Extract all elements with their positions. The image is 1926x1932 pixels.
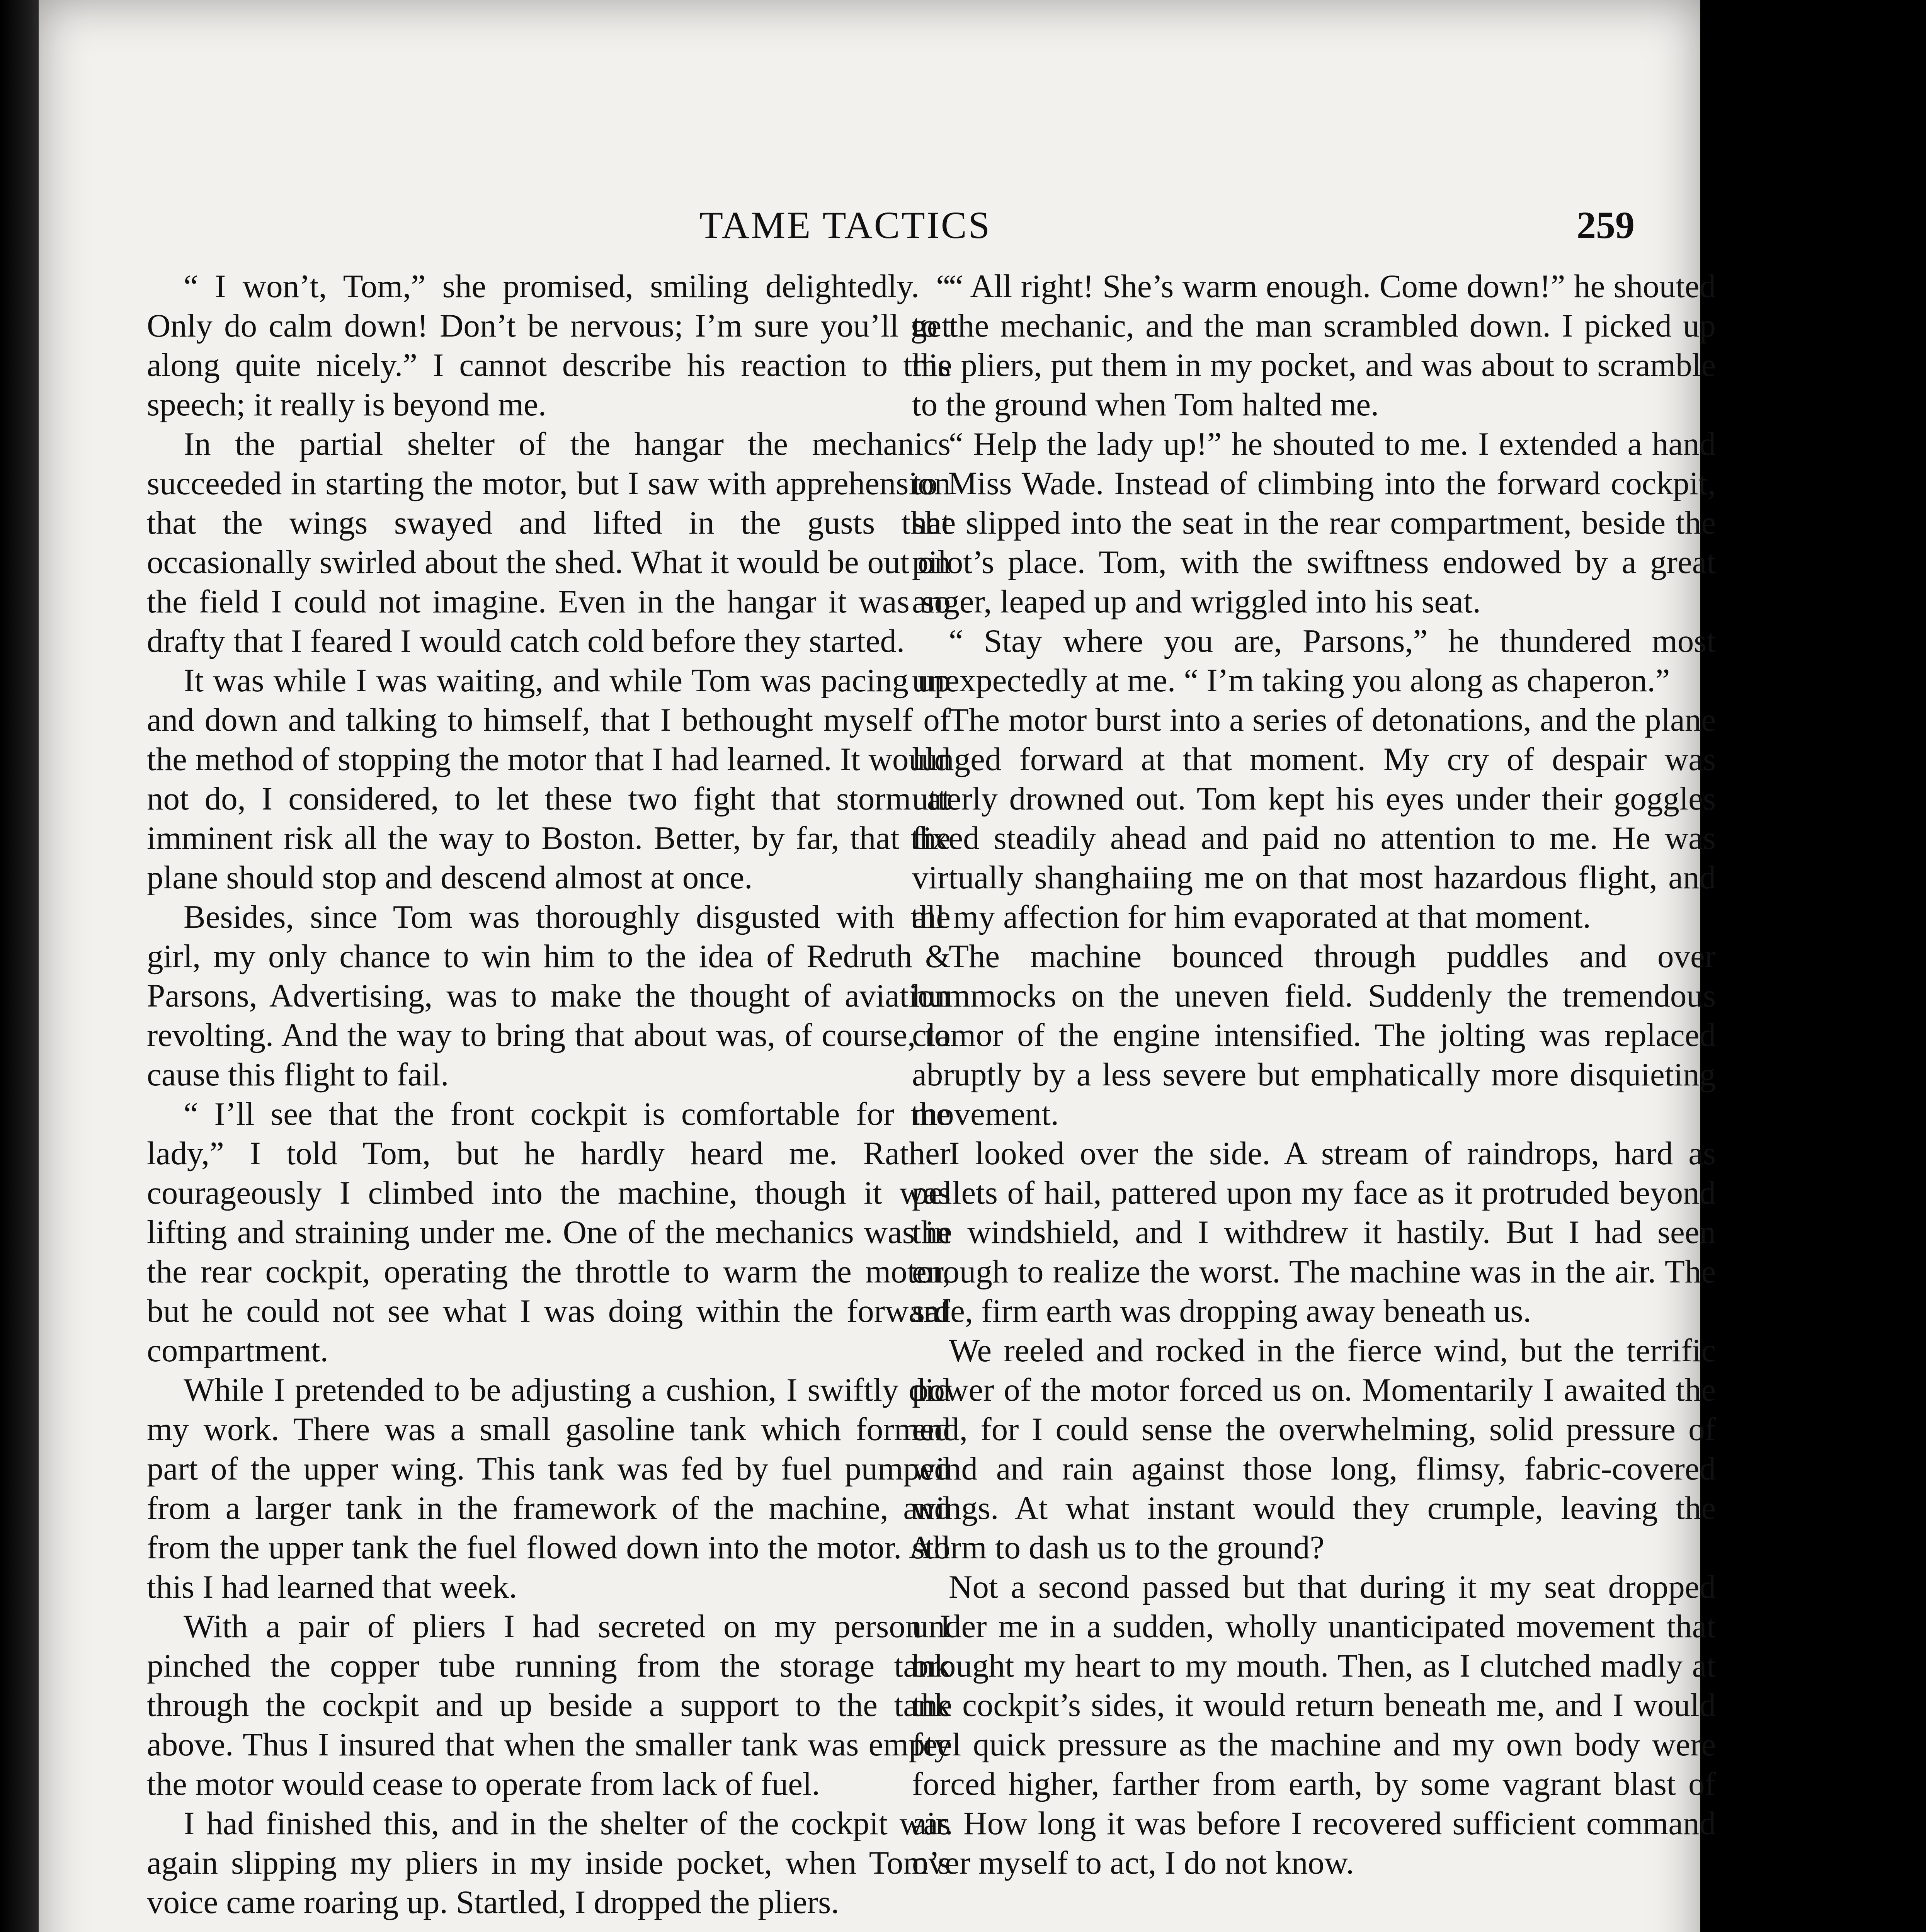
paragraph: While I pretended to be adjusting a cushion, I swiftly did my work. There was a small gasoline tank which formed part of the upper wing. This tank was fed by fuel pumped from a larger tank in the framework of the machine, and from the upper tank the fuel flowed down into the motor. All this I had learned that week. <box>147 1372 951 1605</box>
paragraph: “ Help the lady up!” he shouted to me. I extended a hand to Miss Wade. Instead of climbing into the forward cockpit, she slipped into the seat in the rear compartment, beside the pilot’s place. Tom, with the swiftness endowed by a great anger, leaped up and wriggled into his seat. <box>912 426 1716 620</box>
paragraph: I had finished this, and in the shelter of the cockpit was again slipping my pliers in my inside pocket, when Tom’s voice came roaring up. Startled, I dropped the pliers. <box>147 1805 951 1920</box>
paragraph: The motor burst into a series of detonations, and the plane lunged forward at that moment. My cry of despair was utterly drowned out. Tom kept his eyes under their goggles fixed steadily ahead and paid no attention to me. He was virtually shanghaiing me on that most hazardous flight, and all my affection for him evaporated at that moment. <box>912 702 1716 935</box>
paragraph: “ I’ll see that the front cockpit is comfortable for the lady,” I told Tom, but he hardly heard me. Rather courageously I climbed into the machine, though it was lifting and straining under me. One of the mechanics was in the rear cockpit, operating the throttle to warm the motor, but he could not see what I was doing within the forward compartment. <box>147 1096 951 1369</box>
paragraph: I looked over the side. A stream of raindrops, hard as pellets of hail, pattered upon my face as it protruded beyond the windshield, and I withdrew it hastily. But I had seen enough to realize the worst. The machine was in the air. The safe, firm earth was dropping away beneath us. <box>912 1135 1716 1329</box>
right-column <box>912 267 1716 1883</box>
paragraph: It was while I was waiting, and while Tom was pacing up and down and talking to himself, that I bethought myself of the method of stopping the motor that I had learned. It would not do, I considered, to let these two fight that storm at imminent risk all the way to Boston. Better, by far, that the plane should stop and descend almost at once. <box>147 662 951 896</box>
paragraph: With a pair of pliers I had secreted on my person I pinched the copper tube running from the storage tank through the cockpit and up beside a support to the tank above. Thus I insured that when the smaller tank was empty the motor would cease to operate from lack of fuel. <box>147 1608 951 1802</box>
paragraph: “ All right! She’s warm enough. Come down!” he shouted to the mechanic, and the man scrambled down. I picked up the pliers, put them in my pocket, and was about to scramble to the ground when Tom halted me. <box>912 268 1716 423</box>
left-column <box>147 267 951 1922</box>
paragraph: “ Stay where you are, Parsons,” he thundered most unexpectedly at me. “ I’m taking you along as chaperon.” <box>912 623 1716 699</box>
paragraph: “ I won’t, Tom,” she promised, smiling delightedly. “ Only do calm down! Don’t be nervous; I’m sure you’ll get along quite nicely.” I cannot describe his reaction to this speech; it really is beyond me. <box>147 268 951 423</box>
running-head: TAME TACTICS <box>699 204 992 247</box>
paragraph: The machine bounced through puddles and over hummocks on the uneven field. Suddenly the tremendous clamor of the engine intensified. The jolting was replaced abruptly by a less severe but emphatically more disquieting movement. <box>912 938 1716 1132</box>
page-header <box>696 203 1635 253</box>
paragraph: In the partial shelter of the hangar the mechanics succeeded in starting the motor, but I saw with apprehension that the wings swayed and lifted in the gusts that occasionally swirled about the shed. What it would be out on the field I could not imagine. Even in the hangar it was so drafty that I feared I would catch cold before they started. <box>147 426 951 659</box>
paragraph: Not a second passed but that during it my seat dropped under me in a sudden, wholly unanticipated movement that brought my heart to my mouth. Then, as I clutched madly at the cockpit’s sides, it would return beneath me, and I would feel quick pressure as the machine and my own body were forced higher, farther from earth, by some vagrant blast of air. How long it was before I recovered sufficient command over myself to act, I do not know. <box>912 1569 1716 1881</box>
paragraph: We reeled and rocked in the fierce wind, but the terrific power of the motor forced us on. Momentarily I awaited the end, for I could sense the overwhelming, solid pressure of wind and rain against those long, flimsy, fabric-covered wings. At what instant would they crumple, leaving the storm to dash us to the ground? <box>912 1332 1716 1566</box>
paragraph: Besides, since Tom was thoroughly disgusted with the girl, my only chance to win him to the idea of Redruth & Parsons, Advertising, was to make the thought of aviation revolting. And the way to bring that about was, of course, to cause this flight to fail. <box>147 899 951 1093</box>
page-number: 259 <box>1577 204 1635 247</box>
